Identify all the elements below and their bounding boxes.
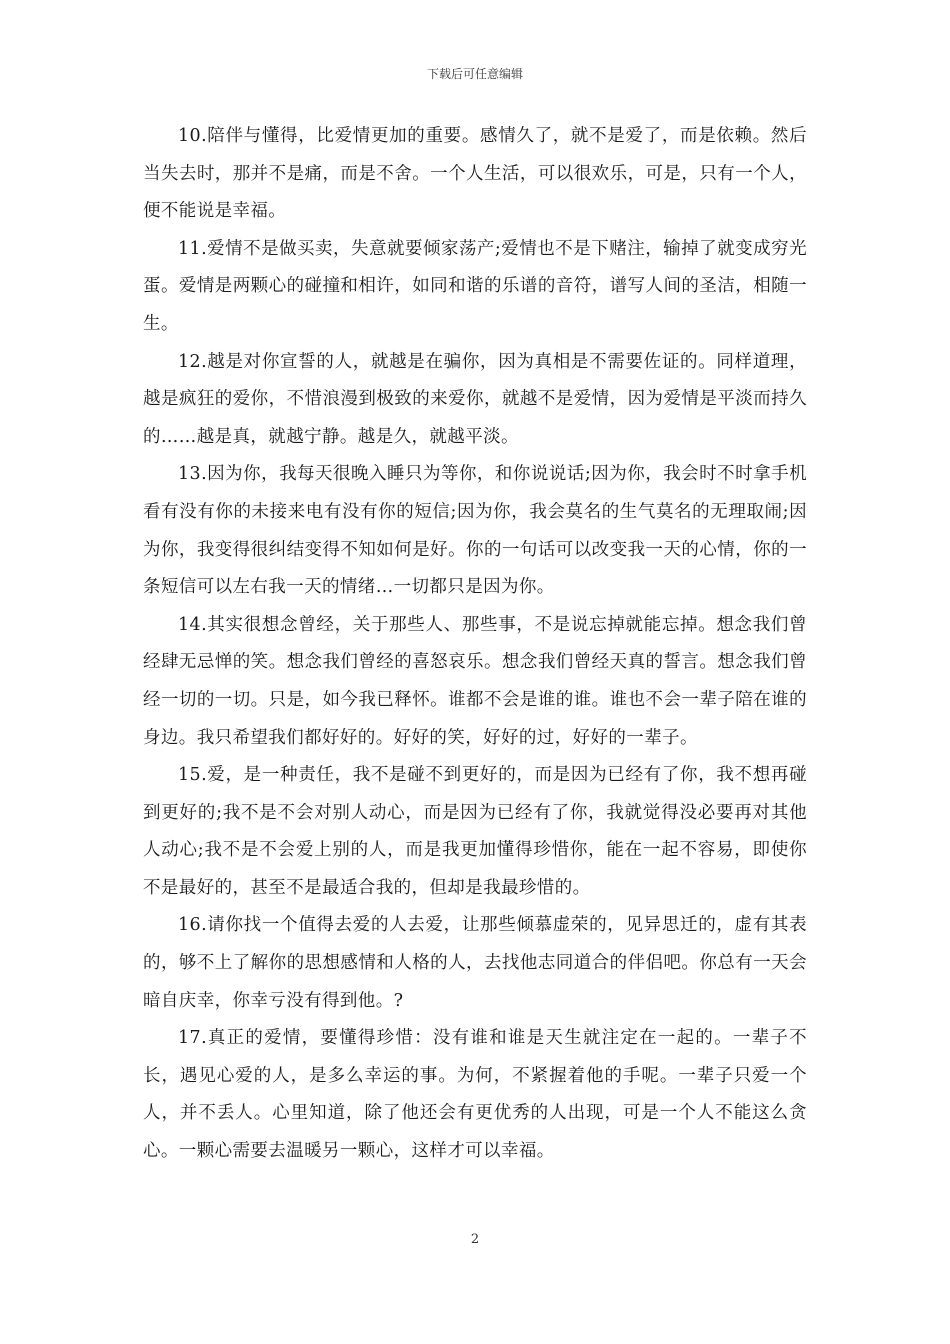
page-header: 下载后可任意编辑 [426, 67, 523, 81]
paragraph-13: 13.因为你，我每天很晚入睡只为等你，和你说说话;因为你，我会时不时拿手机看有没有你的未接来电有没有你的短信;因为你，我会莫名的生气莫名的无理取闹;因为你，我变得很纠结变得不知如何是好。你的一句话可以改变我一天的心情，你的一条短信可以左右我一天的情绪…一切都只是因为你。 [143, 464, 807, 598]
paragraph-10: 10.陪伴与懂得，比爱情更加的重要。感情久了，就不是爱了，而是依赖。然后当失去时，那并不是痛，而是不舍。一个人生活，可以很欢乐，可是，只有一个人，便不能说是幸福。 [143, 126, 807, 222]
paragraph-12: 12.越是对你宣誓的人，就越是在骗你，因为真相是不需要佐证的。同样道理，越是疯狂的爱你，不惜浪漫到极致的来爱你，就越不是爱情，因为爱情是平淡而持久的……越是真，就越宁静。越是久，就越平淡。 [143, 351, 807, 447]
page-number: 2 [470, 1232, 480, 1247]
paragraph-11: 11.爱情不是做买卖，失意就要倾家荡产;爱情也不是下赌注，输掉了就变成穷光蛋。爱情是两颗心的碰撞和相许，如同和谐的乐谱的音符，谱写人间的圣洁，相随一生。 [143, 238, 807, 334]
paragraph-14: 14.其实很想念曾经，关于那些人、那些事，不是说忘掉就能忘掉。想念我们曾经肆无忌惮的笑。想念我们曾经的喜怒哀乐。想念我们曾经天真的誓言。想念我们曾经一切的一切。只是，如今我已释怀。谁都不会是谁的谁。谁也不会一辈子陪在谁的身边。我只希望我们都好好的。好好的笑，好好的过，好好的一辈子。 [143, 614, 807, 748]
paragraph-15: 15.爱，是一种责任，我不是碰不到更好的，而是因为已经有了你，我不想再碰到更好的;我不是不会对别人动心，而是因为已经有了你，我就觉得没必要再对其他人动心;我不是不会爱上别的人，而是我更加懂得珍惜你，能在一起不容易，即使你不是最好的，甚至不是最适合我的，但却是我最珍惜的。 [143, 765, 807, 898]
paragraph-16: 16.请你找一个值得去爱的人去爱，让那些倾慕虚荣的，见异思迁的，虚有其表的，够不上了解你的思想感情和人格的人，去找他志同道合的伴侣吧。你总有一天会暗自庆幸，你幸亏没有得到他。? [143, 915, 807, 1011]
document-body [143, 118, 807, 1171]
paragraph-17: 17.真正的爱情，要懂得珍惜：没有谁和谁是天生就注定在一起的。一辈子不长，遇见心爱的人，是多么幸运的事。为何，不紧握着他的手呢。一辈子只爱一个人，并不丢人。心里知道，除了他还会有更优秀的人出现，可是一个人不能这么贪心。一颗心需要去温暖另一颗心，这样才可以幸福。 [143, 1028, 807, 1162]
